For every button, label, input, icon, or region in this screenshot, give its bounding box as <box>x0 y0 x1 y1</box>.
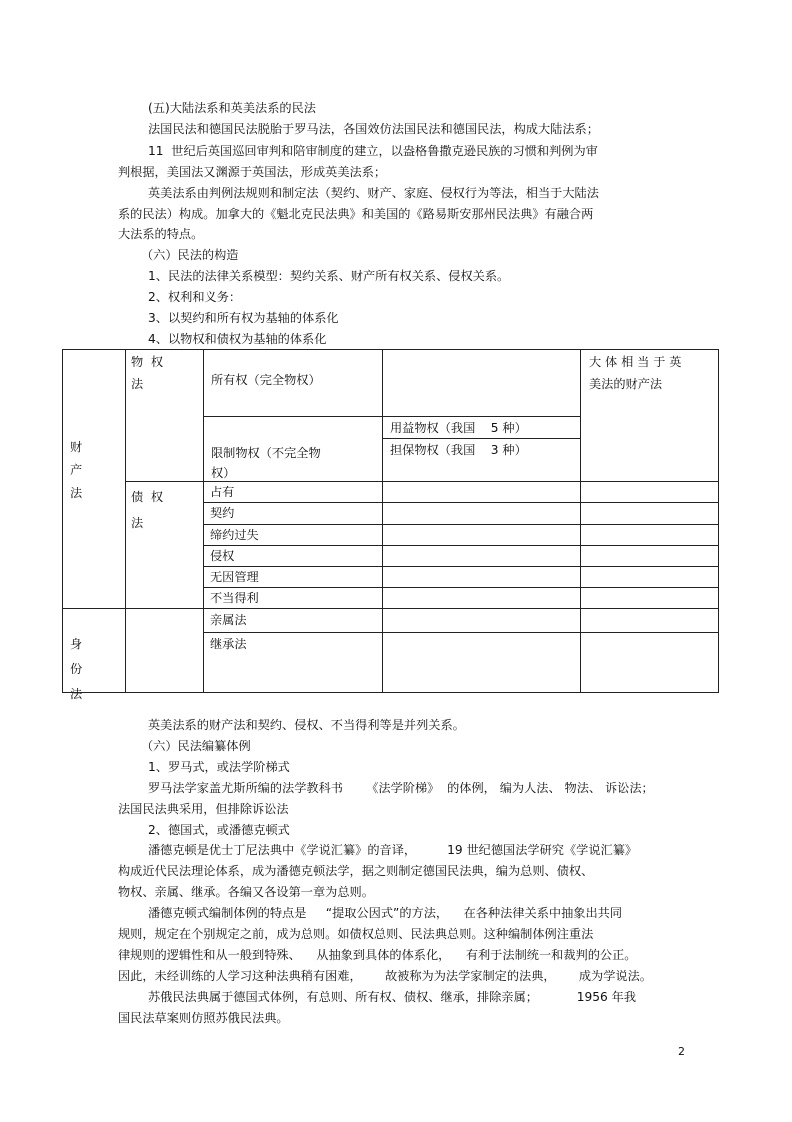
obligation-item: 不当得利 <box>210 591 259 605</box>
empty-cell <box>580 545 719 567</box>
empty-cell <box>382 502 581 525</box>
text-line: 国民法草案则仿照苏俄民法典。 <box>118 1011 289 1025</box>
empty-cell <box>580 566 719 588</box>
empty-cell <box>580 608 719 633</box>
text-line: 3、以契约和所有权为基轴的体系化 <box>148 311 339 325</box>
obligation-item: 无因管理 <box>210 570 259 584</box>
obligation-item: 契约 <box>210 506 235 520</box>
text-line: 2、权利和义务： <box>148 290 242 304</box>
empty-cell <box>580 481 719 503</box>
text-line: 11 世纪后英国巡回审判和陪审制度的建立，以盎格鲁撒克逊民族的习惯和判例为审 <box>148 144 598 158</box>
status-item: 亲属法 <box>210 613 247 627</box>
text-line: 法国民法典采用，但排除诉讼法 <box>118 802 289 816</box>
text-line: 4、以物权和债权为基轴的体系化 <box>148 332 327 346</box>
text-line: 判根据，美国法又渊源于英国法，形成英美法系； <box>118 165 387 179</box>
empty-cell <box>382 632 581 693</box>
text-line: 法国民法和德国民法脱胎于罗马法，各国效仿法国民法和德国民法，构成大陆法系； <box>148 122 599 136</box>
text-line: （六）民法编纂体例 <box>141 739 251 753</box>
text-line: 潘德克顿是优士丁尼法典中《学说汇纂》的音译， 19 世纪德国法学研究《学说汇纂》 <box>148 843 638 857</box>
empty-cell <box>382 481 581 503</box>
empty-cell <box>382 566 581 588</box>
cell-status-empty <box>125 608 204 693</box>
empty-cell <box>580 587 719 609</box>
empty-cell <box>580 524 719 546</box>
security-label: 担保物权（我国 3 种） <box>390 443 527 457</box>
text-line: 系的民法）构成。加拿大的《魁北克民法典》和美国的《路易斯安那州民法典》有融合两 <box>118 207 594 221</box>
obligation-item: 缔约过失 <box>210 528 259 542</box>
text-line: 1、民法的法律关系模型：契约关系、财产所有权关系、侵权关系。 <box>148 269 510 283</box>
obligation-item: 侵权 <box>210 549 235 563</box>
text-line: 大法系的特点。 <box>118 227 204 241</box>
ownership-label: 所有权（完全物权） <box>211 373 321 387</box>
text-line: 规则，规定在个别规定之前，成为总则。如债权总则、民法典总则。这种编制体例注重法 <box>118 927 594 941</box>
text-line: 英美法系的财产法和契约、侵权、不当得利等是并列关系。 <box>148 718 465 732</box>
cell-ownership-detail <box>382 349 581 417</box>
text-line: 潘德克顿式编制体例的特点是 “提取公因式”的方法， 在各种法律关系中抽象出共同 <box>148 906 623 920</box>
status-item: 继承法 <box>210 637 247 651</box>
common-law-note: 大 体 相 当 于 英 美法的财产法 <box>589 355 682 391</box>
text-line: (五)大陆法系和英美法系的民法 <box>148 101 316 115</box>
empty-cell <box>382 545 581 567</box>
text-line: 罗马法学家盖尤斯所编的法学教科书 《法学阶梯》 的体例， 编为人法、 物法、 诉讼法； <box>148 781 654 795</box>
status-law-label: 身 份 法 <box>70 637 83 701</box>
usufruct-label: 用益物权（我国 5 种） <box>390 421 527 435</box>
text-line: 构成近代民法理论体系，成为潘德克顿法学，据之则制定德国民法典，编为总则、债权、 <box>118 864 594 878</box>
text-line: （六）民法的构造 <box>141 248 239 262</box>
real-rights-law-label: 物 权 法 <box>131 355 164 391</box>
empty-cell <box>580 632 719 693</box>
obligation-item: 占有 <box>210 485 235 499</box>
empty-cell <box>382 587 581 609</box>
empty-cell <box>382 524 581 546</box>
text-line: 1、罗马式，或法学阶梯式 <box>148 760 290 774</box>
empty-cell <box>580 502 719 525</box>
text-line: 苏俄民法典属于德国式体例，有总则、所有权、债权、继承，排除亲属； 1956 年我 <box>148 990 637 1004</box>
text-line: 2、德国式，或潘德克顿式 <box>148 823 290 837</box>
obligation-law-label: 债 权 法 <box>131 490 164 530</box>
empty-cell <box>382 608 581 633</box>
property-law-label: 财 产 法 <box>70 440 83 500</box>
text-line: 律规则的逻辑性和从一般到特殊、 从抽象到具体的体系化， 有利于法制统一和裁判的公正。 <box>118 948 637 962</box>
limited-real-rights-label: 限制物权（不完全物 权） <box>211 446 321 480</box>
text-line: 物权、亲属、继承。各编又各设第一章为总则。 <box>118 885 374 899</box>
text-line: 因此，未经训练的人学习这种法典稍有困难， 故被称为为法学家制定的法典， 成为学说法。 <box>118 969 652 983</box>
page-number: 2 <box>678 1045 685 1058</box>
text-line: 英美法系由判例法规则和制定法（契约、财产、家庭、侵权行为等法，相当于大陆法 <box>148 186 599 200</box>
